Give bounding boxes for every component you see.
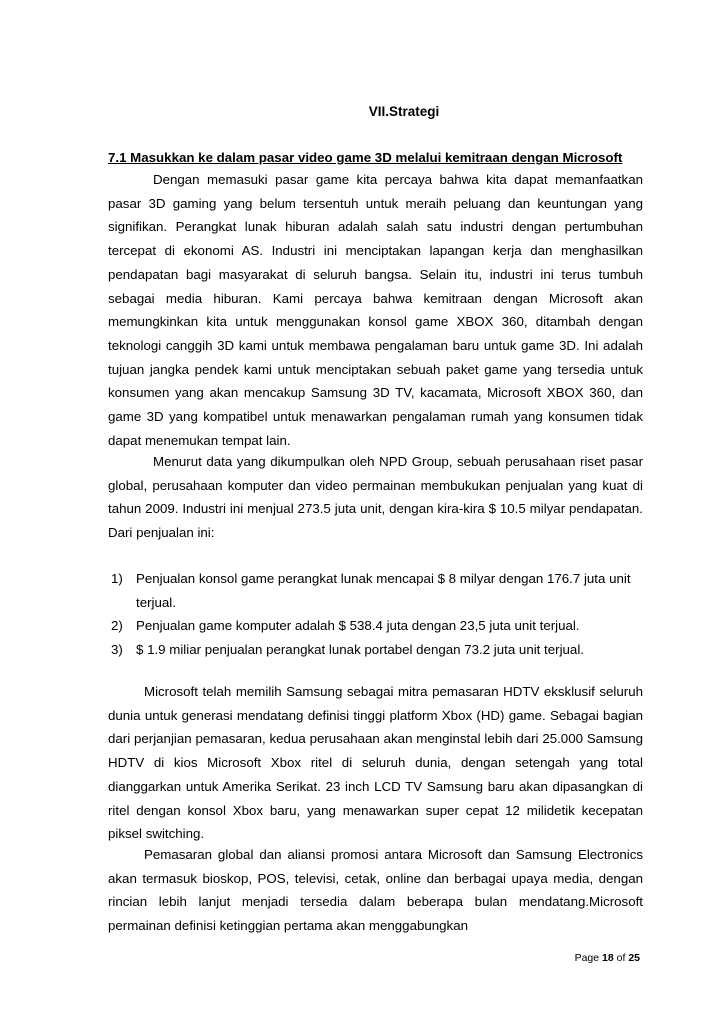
current-page-number: 18 — [602, 952, 614, 964]
chapter-number: VII. — [368, 104, 389, 119]
page-footer — [0, 952, 640, 964]
chapter-title: Strategi — [389, 104, 440, 119]
paragraph-1: Dengan memasuki pasar game kita percaya bahwa kita dapat memanfaatkan pasar 3D gaming yang belum tersentuh untuk meraih peluang dan keuntungan yang signifikan. Perangkat lunak hiburan adalah salah satu industri dengan pertumbuhan tercepat di ekonomi AS. Industri ini menciptakan lapangan kerja dan menghasilkan pendapatan bagi masyarakat di seluruh bangsa. Selain itu, industri ini terus tumbuh sebagai media hiburan. Kami percaya bahwa kemitraan dengan Microsoft akan memungkinkan kita untuk menggunakan konsol game XBOX 360, ditambah dengan teknologi canggih 3D kami untuk membawa pengalaman baru untuk game 3D. Ini adalah tujuan jangka pendek kami untuk menciptakan sebuah paket game yang tersedia untuk konsumen yang akan mencakup Samsung 3D TV, kacamata, Microsoft XBOX 360, dan game 3D yang kompatibel untuk menawarkan pengalaman rumah yang konsumen tidak dapat menemukan tempat lain. — [108, 172, 643, 448]
paragraph-4: Pemasaran global dan aliansi promosi antara Microsoft dan Samsung Electronics akan termasuk bioskop, POS, televisi, cetak, online dan berbagai upaya media, dengan rincian lebih lanjut menjadi tersedia dalam beberapa bulan mendatang.Microsoft permainan definisi ketinggian pertama akan menggabungkan — [108, 847, 643, 934]
list-item — [108, 638, 643, 662]
total-page-number: 25 — [628, 952, 640, 964]
list-text: Penjualan game komputer adalah $ 538.4 juta dengan 23,5 juta unit terjual. — [136, 618, 580, 634]
chapter-heading — [0, 104, 728, 119]
list-number: 1) — [111, 571, 123, 586]
list-text: Penjualan konsol game perangkat lunak mencapai $ 8 milyar dengan 176.7 juta unit terjual. — [136, 571, 631, 610]
paragraph-3: Microsoft telah memilih Samsung sebagai mitra pemasaran HDTV eksklusif seluruh dunia untuk generasi mendatang definisi tinggi platform Xbox (HD) game. Sebagai bagian dari perjanjian pemasaran, kedua perusahaan akan menginstal lebih dari 25.000 Samsung HDTV di kios Microsoft Xbox ritel di seluruh dunia, dengan setengah yang total dianggarkan untuk Amerika Serikat. 23 inch LCD TV Samsung baru akan dipasangkan di ritel dengan konsol Xbox baru, yang menawarkan super cepat 12 milidetik kecepatan piksel switching. — [108, 684, 643, 842]
paragraph-2: Menurut data yang dikumpulkan oleh NPD Group, sebuah perusahaan riset pasar global, perusahaan komputer dan video permainan membukukan penjualan yang kuat di tahun 2009. Industri ini menjual 273.5 juta unit, dengan kira-kira $ 10.5 milyar pendapatan. Dari penjualan ini: — [108, 454, 643, 541]
page-label: Page — [574, 952, 600, 964]
section-title: 7.1 Masukkan ke dalam pasar video game 3D melalui kemitraan dengan Microsoft — [108, 150, 623, 165]
list-number: 2) — [111, 618, 123, 634]
list-item — [108, 614, 643, 638]
page-of-label: of — [616, 952, 626, 964]
sales-list — [108, 567, 643, 662]
list-text: $ 1.9 miliar penjualan perangkat lunak portabel dengan 73.2 juta unit terjual. — [136, 642, 584, 658]
list-number: 3) — [111, 642, 123, 658]
list-item — [108, 567, 643, 614]
